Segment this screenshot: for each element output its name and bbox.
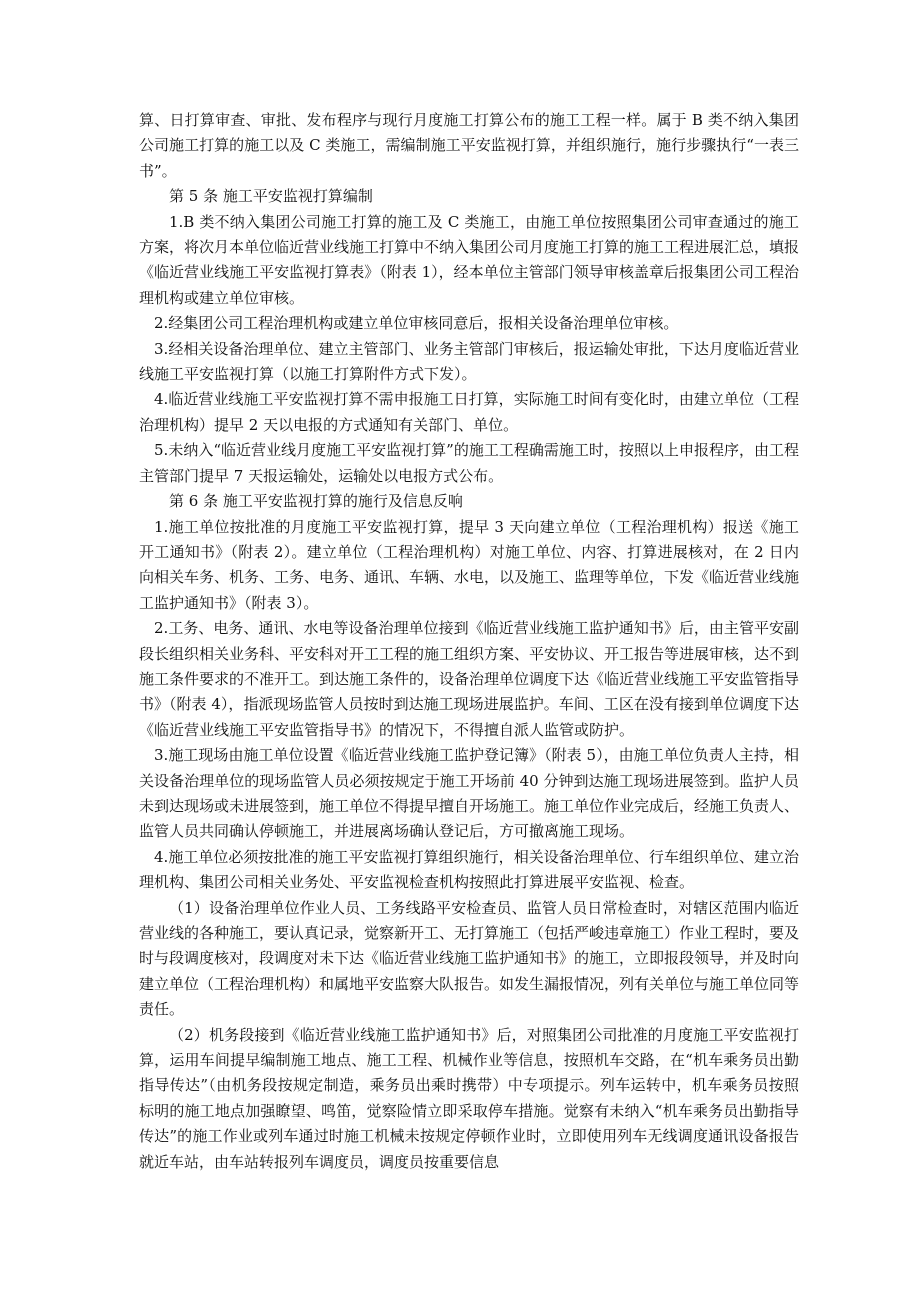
paragraph-article-6-item-4-sub-1: （1）设备治理单位作业人员、工务线路平安检查员、监管人员日常检查时，对辖区范围内临近营业线的各种施工，要认真记录，觉察新开工、无打算施工（包括严峻违章施工）作业工程时，要及时与段调度核对，段调度对未下达《临近营业线施工监护通知书》的施工，立即报段领导，并及时向建立单位（工程治理机构）和属地平安监察大队报告。如发生漏报情况，列有关单位与施工单位同等责任。: [139, 898, 800, 1019]
document-body: [139, 108, 799, 1175]
paragraph-article-6-item-3: 3.施工现场由施工单位设置《临近营业线施工监护登记簿》（附表 5），由施工单位负责人主持，相关设备治理单位的现场监管人员必须按规定于施工开场前 40 分钟到达施工现场进展签到。监护人员未到达现场或未进展签到，施工单位不得提早擅自开场施工。施工单位作业完成后，经施工负责人、监管人员共同确认停顿施工，并进展离场确认登记后，方可撤离施工现场。: [139, 746, 800, 841]
paragraph-article-6-item-4-sub-2: （2）机务段接到《临近营业线施工监护通知书》后，对照集团公司批准的月度施工平安监视打算，运用车间提早编制施工地点、施工工程、机械作业等信息，按照机车交路，在“机车乘务员出勤指导传达”（由机务段按规定制造，乘务员出乘时携带）中专项提示。列车运转中，机车乘务员按照标明的施工地点加强瞭望、鸣笛，觉察险情立即采取停车措施。觉察有未纳入“机车乘务员出勤指导传达”的施工作业或列车通过时施工机械未按规定停顿作业时，立即使用列车无线调度通讯设备报告就近车站，由车站转报列车调度员，调度员按重要信息: [139, 1025, 799, 1171]
paragraph-article-6-item-4: 4.施工单位必须按批准的施工平安监视打算组织施行，相关设备治理单位、行车组织单位、建立治理机构、集团公司相关业务处、平安监视检查机构按照此打算进展平安监视、检查。: [139, 847, 799, 892]
paragraph-article-6-item-2: 2.工务、电务、通讯、水电等设备治理单位接到《临近营业线施工监护通知书》后，由主管平安副段长组织相关业务科、平安科对开工工程的施工组织方案、平安协议、开工报告等进展审核，达不到施工条件要求的不准开工。到达施工条件的，设备治理单位调度下达《临近营业线施工平安监管指导书》（附表 4），指派现场监管人员按时到达施工现场进展监护。车间、工区在没有接到单位调度下达《临近营业线施工平安监管指导书》的情况下，不得擅自派人监管或防护。: [139, 619, 800, 739]
paragraph-article-5-item-5: 5.未纳入“临近营业线月度施工平安监视打算”的施工工程确需施工时，按照以上申报程序，由工程主管部门提早 7 天报运输处，运输处以电报方式公布。: [139, 441, 799, 485]
paragraph-article-5-item-1: 1.B 类不纳入集团公司施工打算的施工及 C 类施工，由施工单位按照集团公司审查通过的施工方案，将次月本单位临近营业线施工打算中不纳入集团公司月度施工打算的施工工程进展汇总，填报《临近营业线施工平安监视打算表》（附表 1），经本单位主管部门领导审核盖章后报集团公司工程治理机构或建立单位审核。: [139, 212, 800, 307]
paragraph-article-5-item-3: 3.经相关设备治理单位、建立主管部门、业务主管部门审核后，报运输处审批，下达月度临近营业线施工平安监视打算（以施工打算附件方式下发）。: [139, 339, 799, 384]
paragraph-article-6-item-1: 1.施工单位按批准的月度施工平安监视打算，提早 3 天向建立单位（工程治理机构）报送《施工开工通知书》（附表 2）。建立单位（工程治理机构）对施工单位、内容、打算进展核对，在 2 日内向相关车务、机务、工务、电务、通讯、车辆、水电，以及施工、监理等单位，下发《临近营业线施工监护通知书》（附表 3）。: [139, 517, 800, 612]
paragraph-article-5-item-4: 4.临近营业线施工平安监视打算不需申报施工日打算，实际施工时间有变化时，由建立单位（工程治理机构）提早 2 天以电报的方式通知有关部门、单位。: [139, 390, 799, 434]
section-heading-article-5: 第 5 条 施工平安监视打算编制: [169, 187, 373, 206]
paragraph-article-5-item-2: 2.经集团公司工程治理机构或建立单位审核同意后，报相关设备治理单位审核。: [154, 314, 679, 333]
paragraph-1: 算、日打算审查、审批、发布程序与现行月度施工打算公布的施工工程一样。属于 B 类不纳入集团公司施工打算的施工以及 C 类施工，需编制施工平安监视打算，并组织施行，施行步骤执行“一表三书”。: [139, 111, 799, 180]
section-heading-article-6: 第 6 条 施工平安监视打算的施行及信息反响: [169, 492, 463, 511]
